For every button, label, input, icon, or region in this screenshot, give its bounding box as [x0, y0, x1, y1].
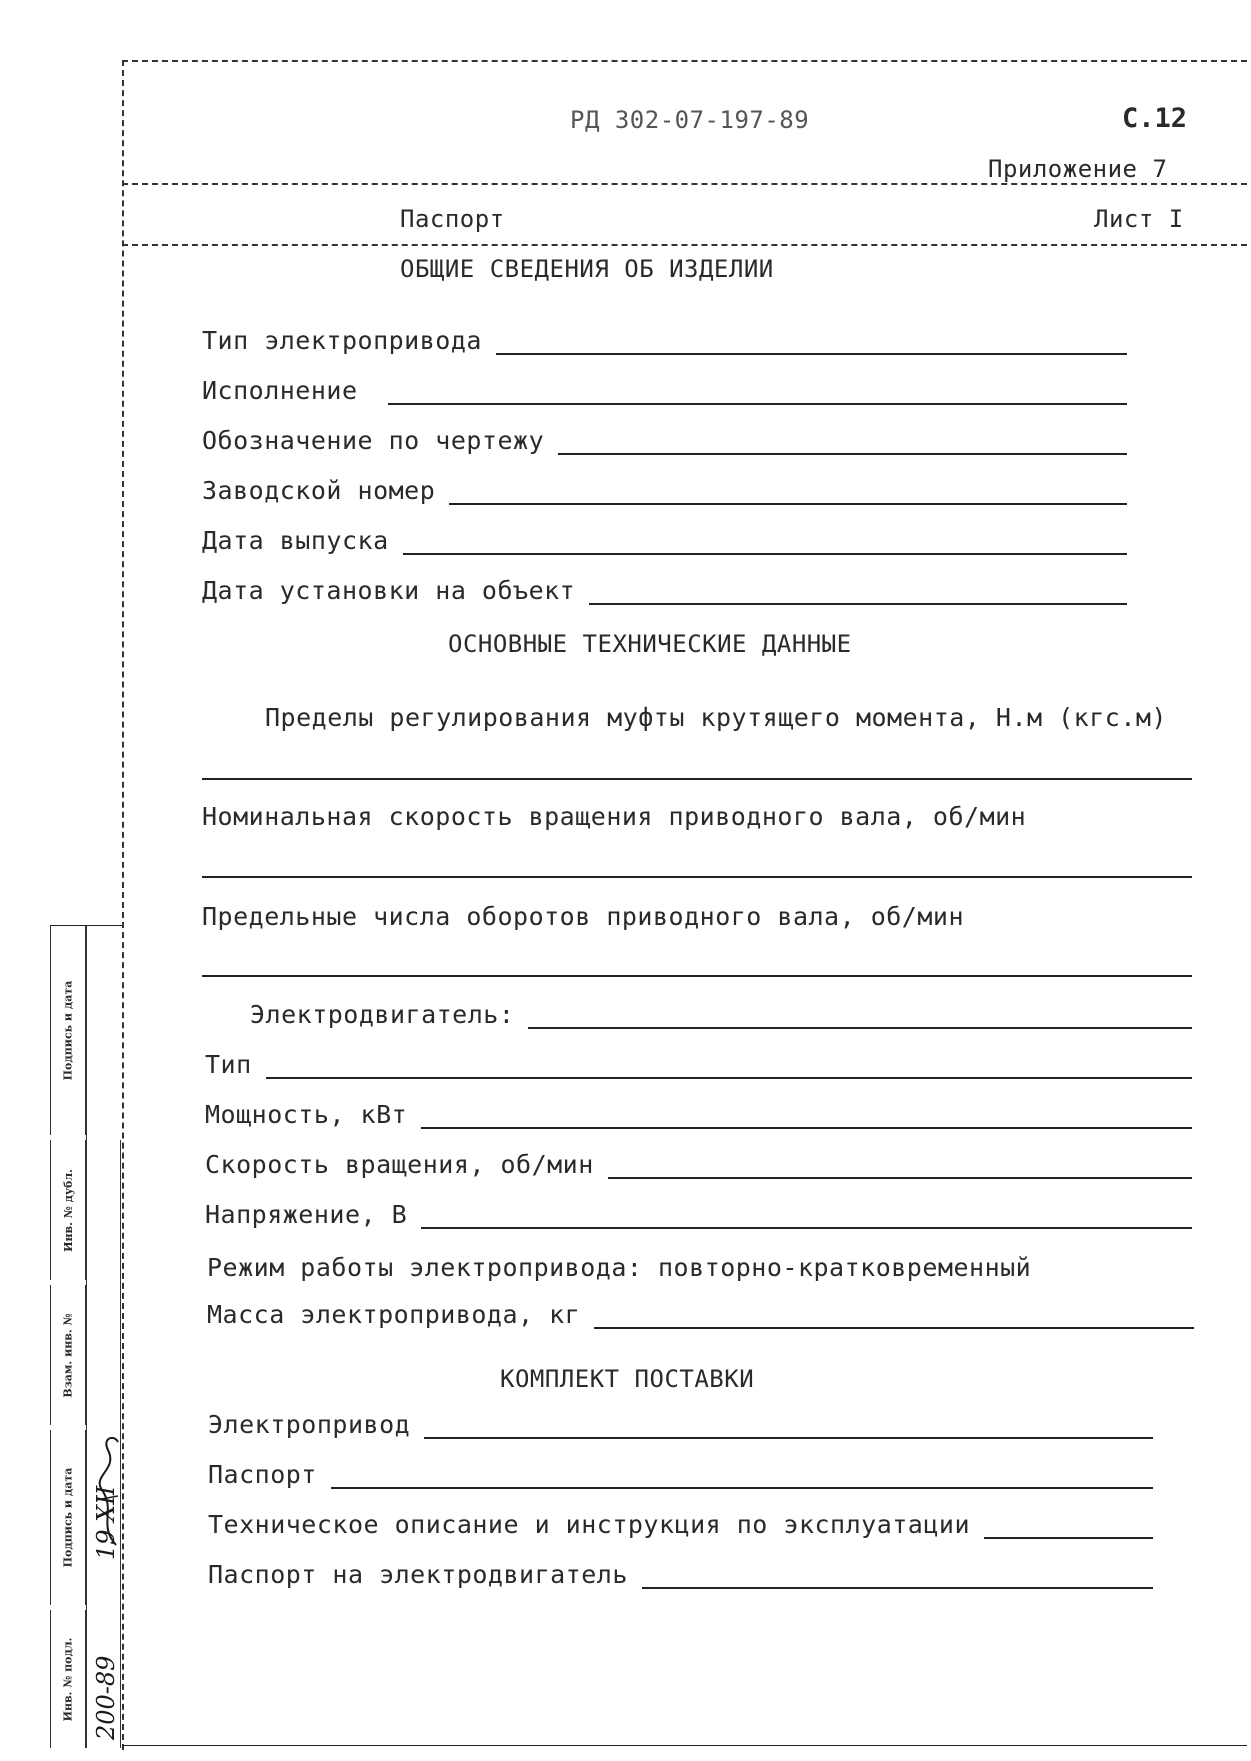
field-blank — [496, 333, 1127, 355]
field-label: Мощность, кВт — [205, 1100, 408, 1129]
field-label: Электропривод — [208, 1410, 411, 1439]
general-section-title: ОБЩИЕ СВЕДЕНИЯ ОБ ИЗДЕЛИИ — [400, 255, 774, 283]
page-number: С.12 — [1122, 103, 1188, 134]
stamp-replacement-inventory: Взам. инв. № — [50, 1285, 86, 1425]
field-label: Дата выпуска — [202, 526, 389, 555]
field-label: Дата установки на объект — [202, 576, 576, 605]
document-name: Паспорт — [400, 205, 505, 233]
field-blank — [331, 1467, 1153, 1489]
field-label: Паспорт на электродвигатель — [208, 1560, 628, 1589]
field-blank — [589, 583, 1127, 605]
limit-revs-label: Предельные числа оборотов приводного вала, об/мин — [202, 902, 965, 931]
top-border — [122, 60, 1247, 62]
torque-limits-label: Пределы регулирования муфты крутящего момента, Н.м (кгс.м) — [265, 703, 1167, 732]
field-blank — [424, 1417, 1153, 1439]
document-code: РД 302-07-197-89 — [570, 106, 810, 134]
field-label: Заводской номер — [202, 476, 436, 505]
field-motor-type — [205, 1050, 1192, 1079]
stamp-signature-date: Подпись и дата — [50, 1430, 86, 1605]
handwritten-date: 19 XII — [92, 1485, 120, 1560]
kit-item-motor-passport — [208, 1560, 1153, 1589]
header-divider-1 — [122, 183, 1247, 185]
field-label: Обозначение по чертежу — [202, 426, 545, 455]
field-drawing-designation — [202, 426, 1127, 455]
field-label: Паспорт — [208, 1460, 317, 1489]
appendix-label: Приложение 7 — [988, 155, 1168, 183]
field-blank — [403, 533, 1127, 555]
kit-item-drive — [208, 1410, 1153, 1439]
field-blank — [608, 1157, 1192, 1179]
stamp-duplicate-inventory: Инв. № дубл. — [50, 1140, 86, 1280]
handwritten-signature — [88, 1430, 122, 1550]
field-blank — [421, 1107, 1192, 1129]
field-blank — [594, 1307, 1194, 1329]
header-divider-2 — [122, 244, 1247, 246]
field-motor — [250, 1000, 1192, 1029]
nominal-speed-blank — [202, 876, 1192, 878]
operating-mode: Режим работы электропривода: повторно-кратковременный — [207, 1253, 1032, 1282]
stamp-outer-edge — [86, 925, 87, 1748]
field-label: Тип — [205, 1050, 252, 1079]
kit-item-passport — [208, 1460, 1153, 1489]
stamp-signature-date-top: Подпись и дата — [50, 925, 86, 1135]
field-drive-type — [202, 326, 1127, 355]
limit-revs-blank — [202, 975, 1192, 977]
field-voltage — [205, 1200, 1192, 1229]
field-label: Электродвигатель: — [250, 1000, 515, 1029]
nominal-speed-label: Номинальная скорость вращения приводного вала, об/мин — [202, 802, 1027, 831]
field-mass — [207, 1300, 1194, 1329]
kit-item-manual — [208, 1510, 1153, 1539]
field-label: Масса электропривода, кг — [207, 1300, 581, 1329]
field-blank — [266, 1057, 1192, 1079]
field-label: Напряжение, В — [205, 1200, 408, 1229]
field-blank — [421, 1207, 1192, 1229]
field-label: Техническое описание и инструкция по эксплуатации — [208, 1510, 971, 1539]
field-execution — [202, 376, 1127, 405]
field-power — [205, 1100, 1192, 1129]
sheet-number: Лист I — [1094, 205, 1184, 233]
stamp-original-inventory: Инв. № подл. — [50, 1610, 86, 1748]
field-label: Исполнение — [202, 376, 358, 405]
field-release-date — [202, 526, 1127, 555]
field-blank — [388, 383, 1127, 405]
field-blank — [558, 433, 1127, 455]
field-blank — [642, 1567, 1153, 1589]
field-label: Тип электропривода — [202, 326, 482, 355]
handwritten-inventory: 200-89 — [92, 1655, 120, 1740]
technical-section-title: ОСНОВНЫЕ ТЕХНИЧЕСКИЕ ДАННЫЕ — [448, 630, 852, 658]
kit-section-title: КОМПЛЕКТ ПОСТАВКИ — [500, 1365, 755, 1393]
field-speed — [205, 1150, 1192, 1179]
field-blank — [528, 1007, 1192, 1029]
field-label: Скорость вращения, об/мин — [205, 1150, 594, 1179]
torque-limits-blank — [202, 778, 1192, 780]
field-blank — [449, 483, 1127, 505]
left-border — [122, 60, 124, 1750]
field-serial-number — [202, 476, 1127, 505]
bottom-border — [122, 1745, 1247, 1746]
field-installation-date — [202, 576, 1127, 605]
field-blank — [984, 1517, 1153, 1539]
